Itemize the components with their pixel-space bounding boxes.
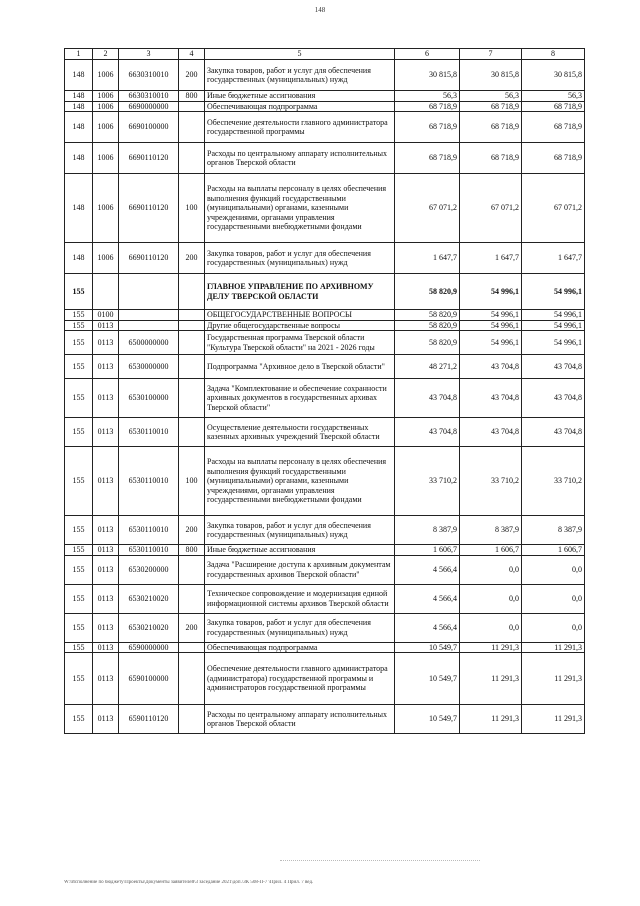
table-row <box>65 642 585 653</box>
table-row <box>65 355 585 379</box>
cell-col-1: 148 <box>65 91 93 102</box>
cell-col-2: 0113 <box>93 379 119 418</box>
cell-col-2: 0113 <box>93 613 119 642</box>
cell-col-1: 148 <box>65 174 93 243</box>
cell-col-4: 200 <box>179 516 205 545</box>
cell-col-7: 43 704,8 <box>460 379 522 418</box>
cell-col-3: 6530000000 <box>119 355 179 379</box>
cell-col-6: 10 549,7 <box>395 642 460 653</box>
cell-col-3: 6630310010 <box>119 60 179 91</box>
cell-col-2: 1006 <box>93 143 119 174</box>
cell-col-5: Расходы по центральному аппарату исполнительных органов Тверской области <box>205 705 395 734</box>
cell-col-2: 0113 <box>93 516 119 545</box>
cell-col-4 <box>179 355 205 379</box>
cell-col-4 <box>179 705 205 734</box>
cell-col-1: 155 <box>65 331 93 355</box>
cell-col-6: 4 566,4 <box>395 555 460 584</box>
table-row <box>65 545 585 556</box>
header-col-3: 3 <box>119 49 179 60</box>
header-col-2: 2 <box>93 49 119 60</box>
cell-col-6: 1 606,7 <box>395 545 460 556</box>
cell-col-4 <box>179 101 205 112</box>
page-number: 148 <box>314 6 326 14</box>
table-row <box>65 418 585 447</box>
cell-col-4 <box>179 379 205 418</box>
cell-col-2 <box>93 274 119 310</box>
table-header-row <box>65 49 585 60</box>
cell-col-7: 67 071,2 <box>460 174 522 243</box>
cell-col-6: 58 820,9 <box>395 310 460 321</box>
cell-col-2: 1006 <box>93 101 119 112</box>
cell-col-3: 6530100000 <box>119 379 179 418</box>
cell-col-8: 1 647,7 <box>522 243 585 274</box>
cell-col-7: 11 291,3 <box>460 653 522 705</box>
cell-col-6: 43 704,8 <box>395 418 460 447</box>
cell-col-5: ГЛАВНОЕ УПРАВЛЕНИЕ ПО АРХИВНОМУ ДЕЛУ ТВЕРСКОЙ ОБЛАСТИ <box>205 274 395 310</box>
footer-divider <box>280 860 480 861</box>
table-row <box>65 174 585 243</box>
cell-col-7: 54 996,1 <box>460 274 522 310</box>
header-col-7: 7 <box>460 49 522 60</box>
table-body <box>65 49 585 734</box>
cell-col-7: 8 387,9 <box>460 516 522 545</box>
cell-col-8: 0,0 <box>522 584 585 613</box>
cell-col-1: 155 <box>65 320 93 331</box>
cell-col-1: 155 <box>65 447 93 516</box>
cell-col-7: 30 815,8 <box>460 60 522 91</box>
cell-col-4: 800 <box>179 545 205 556</box>
cell-col-4 <box>179 320 205 331</box>
cell-col-1: 155 <box>65 705 93 734</box>
cell-col-3: 6530210020 <box>119 584 179 613</box>
cell-col-8: 8 387,9 <box>522 516 585 545</box>
cell-col-8: 54 996,1 <box>522 274 585 310</box>
cell-col-2: 0113 <box>93 320 119 331</box>
cell-col-8: 0,0 <box>522 555 585 584</box>
cell-col-5: Обеспечивающая подпрограмма <box>205 642 395 653</box>
cell-col-4: 200 <box>179 243 205 274</box>
cell-col-5: Осуществление деятельности государственных казенных архивных учреждений Тверской области <box>205 418 395 447</box>
cell-col-6: 58 820,9 <box>395 331 460 355</box>
cell-col-5: Государственная программа Тверской области "Культура Тверской области" на 2021 - 2026 годы <box>205 331 395 355</box>
cell-col-3: 6690110120 <box>119 243 179 274</box>
cell-col-8: 67 071,2 <box>522 174 585 243</box>
cell-col-7: 68 718,9 <box>460 112 522 143</box>
cell-col-1: 155 <box>65 642 93 653</box>
cell-col-7: 54 996,1 <box>460 331 522 355</box>
cell-col-7: 1 606,7 <box>460 545 522 556</box>
cell-col-5: Другие общегосударственные вопросы <box>205 320 395 331</box>
cell-col-3: 6630310010 <box>119 91 179 102</box>
table-row <box>65 274 585 310</box>
cell-col-4 <box>179 653 205 705</box>
cell-col-4 <box>179 642 205 653</box>
cell-col-7: 68 718,9 <box>460 101 522 112</box>
cell-col-5: Закупка товаров, работ и услуг для обеспечения государственных (муниципальных) нужд <box>205 243 395 274</box>
cell-col-6: 10 549,7 <box>395 653 460 705</box>
cell-col-6: 10 549,7 <box>395 705 460 734</box>
table-row <box>65 653 585 705</box>
cell-col-5: Закупка товаров, работ и услуг для обеспечения государственных (муниципальных) нужд <box>205 516 395 545</box>
cell-col-2: 0113 <box>93 642 119 653</box>
table-row <box>65 143 585 174</box>
cell-col-1: 148 <box>65 243 93 274</box>
table-row <box>65 310 585 321</box>
cell-col-7: 1 647,7 <box>460 243 522 274</box>
cell-col-8: 54 996,1 <box>522 310 585 321</box>
cell-col-7: 43 704,8 <box>460 355 522 379</box>
cell-col-7: 0,0 <box>460 584 522 613</box>
cell-col-1: 155 <box>65 653 93 705</box>
cell-col-8: 68 718,9 <box>522 143 585 174</box>
cell-col-1: 155 <box>65 310 93 321</box>
table-row <box>65 91 585 102</box>
cell-col-1: 155 <box>65 545 93 556</box>
cell-col-3: 6530110010 <box>119 545 179 556</box>
cell-col-6: 58 820,9 <box>395 274 460 310</box>
cell-col-4: 200 <box>179 613 205 642</box>
cell-col-2: 0113 <box>93 447 119 516</box>
cell-col-1: 155 <box>65 516 93 545</box>
cell-col-2: 0113 <box>93 355 119 379</box>
cell-col-8: 68 718,9 <box>522 112 585 143</box>
cell-col-3: 6500000000 <box>119 331 179 355</box>
cell-col-5: Расходы по центральному аппарату исполнительных органов Тверской области <box>205 143 395 174</box>
cell-col-3: 6530200000 <box>119 555 179 584</box>
cell-col-7: 0,0 <box>460 613 522 642</box>
cell-col-4 <box>179 143 205 174</box>
cell-col-2: 1006 <box>93 60 119 91</box>
header-col-1: 1 <box>65 49 93 60</box>
cell-col-2: 0113 <box>93 555 119 584</box>
cell-col-4: 100 <box>179 447 205 516</box>
cell-col-1: 155 <box>65 555 93 584</box>
cell-col-8: 11 291,3 <box>522 642 585 653</box>
cell-col-7: 68 718,9 <box>460 143 522 174</box>
cell-col-1: 155 <box>65 613 93 642</box>
cell-col-5: Иные бюджетные ассигнования <box>205 91 395 102</box>
cell-col-8: 33 710,2 <box>522 447 585 516</box>
cell-col-8: 11 291,3 <box>522 705 585 734</box>
cell-col-6: 56,3 <box>395 91 460 102</box>
cell-col-2: 0100 <box>93 310 119 321</box>
cell-col-8: 30 815,8 <box>522 60 585 91</box>
cell-col-2: 0113 <box>93 705 119 734</box>
table-row <box>65 555 585 584</box>
header-col-6: 6 <box>395 49 460 60</box>
cell-col-5: Закупка товаров, работ и услуг для обеспечения государственных (муниципальных) нужд <box>205 60 395 91</box>
header-col-8: 8 <box>522 49 585 60</box>
cell-col-4: 100 <box>179 174 205 243</box>
cell-col-6: 4 566,4 <box>395 584 460 613</box>
cell-col-7: 11 291,3 <box>460 705 522 734</box>
cell-col-4 <box>179 112 205 143</box>
cell-col-3: 6530110010 <box>119 516 179 545</box>
cell-col-5: Иные бюджетные ассигнования <box>205 545 395 556</box>
cell-col-1: 148 <box>65 143 93 174</box>
cell-col-3: 6590000000 <box>119 642 179 653</box>
cell-col-3: 6530110010 <box>119 418 179 447</box>
table-row <box>65 705 585 734</box>
cell-col-5: ОБЩЕГОСУДАРСТВЕННЫЕ ВОПРОСЫ <box>205 310 395 321</box>
cell-col-4 <box>179 310 205 321</box>
cell-col-5: Расходы на выплаты персоналу в целях обеспечения выполнения функций государственными (муниципальными) органами, казенными учреждениями, органами управления государственными внебюджетными фондами <box>205 174 395 243</box>
cell-col-5: Расходы на выплаты персоналу в целях обеспечения выполнения функций государственными (муниципальными) органами, казенными учреждениями, органами управления государственными внебюджетными фондами <box>205 447 395 516</box>
cell-col-3: 6590110120 <box>119 705 179 734</box>
cell-col-6: 58 820,9 <box>395 320 460 331</box>
cell-col-1: 155 <box>65 274 93 310</box>
footer-path: W:\Исполнение по бюджету\Проекты\Документы заявителей\3 заседание 2021\доп.\ЗК 508-П-7 \Прил. 4 Прил. 7 вед. <box>64 880 314 885</box>
cell-col-6: 33 710,2 <box>395 447 460 516</box>
cell-col-7: 33 710,2 <box>460 447 522 516</box>
cell-col-5: Техническое сопровождение и модернизация единой информационной системы архивов Тверской области <box>205 584 395 613</box>
cell-col-1: 155 <box>65 379 93 418</box>
cell-col-3: 6530110010 <box>119 447 179 516</box>
cell-col-4 <box>179 418 205 447</box>
cell-col-3: 6590100000 <box>119 653 179 705</box>
cell-col-8: 68 718,9 <box>522 101 585 112</box>
cell-col-3: 6530210020 <box>119 613 179 642</box>
cell-col-2: 0113 <box>93 418 119 447</box>
cell-col-6: 8 387,9 <box>395 516 460 545</box>
cell-col-6: 1 647,7 <box>395 243 460 274</box>
cell-col-5: Задача "Расширение доступа к архивным документам государственных архивов Тверской области" <box>205 555 395 584</box>
cell-col-3: 6690100000 <box>119 112 179 143</box>
cell-col-4 <box>179 584 205 613</box>
table-row <box>65 613 585 642</box>
table-row <box>65 320 585 331</box>
cell-col-8: 56,3 <box>522 91 585 102</box>
budget-table <box>64 48 585 734</box>
table-row <box>65 331 585 355</box>
cell-col-1: 155 <box>65 418 93 447</box>
cell-col-5: Обеспечивающая подпрограмма <box>205 101 395 112</box>
cell-col-8: 1 606,7 <box>522 545 585 556</box>
cell-col-2: 1006 <box>93 174 119 243</box>
cell-col-7: 54 996,1 <box>460 310 522 321</box>
cell-col-5: Подпрограмма "Архивное дело в Тверской области" <box>205 355 395 379</box>
table-row <box>65 60 585 91</box>
cell-col-6: 48 271,2 <box>395 355 460 379</box>
cell-col-4: 800 <box>179 91 205 102</box>
cell-col-6: 68 718,9 <box>395 143 460 174</box>
cell-col-8: 54 996,1 <box>522 320 585 331</box>
cell-col-3 <box>119 310 179 321</box>
cell-col-5: Задача "Комплектование и обеспечение сохранности архивных документов в государственных архивах Тверской области" <box>205 379 395 418</box>
header-col-5: 5 <box>205 49 395 60</box>
cell-col-2: 1006 <box>93 243 119 274</box>
cell-col-1: 148 <box>65 101 93 112</box>
table-row <box>65 584 585 613</box>
table-row <box>65 447 585 516</box>
cell-col-6: 30 815,8 <box>395 60 460 91</box>
table-row <box>65 243 585 274</box>
cell-col-2: 1006 <box>93 112 119 143</box>
cell-col-7: 43 704,8 <box>460 418 522 447</box>
table-row <box>65 101 585 112</box>
cell-col-3: 6690110120 <box>119 174 179 243</box>
cell-col-4: 200 <box>179 60 205 91</box>
cell-col-6: 43 704,8 <box>395 379 460 418</box>
cell-col-6: 67 071,2 <box>395 174 460 243</box>
cell-col-1: 155 <box>65 584 93 613</box>
table-row <box>65 112 585 143</box>
cell-col-3 <box>119 320 179 331</box>
cell-col-1: 155 <box>65 355 93 379</box>
cell-col-7: 11 291,3 <box>460 642 522 653</box>
cell-col-4 <box>179 274 205 310</box>
cell-col-5: Закупка товаров, работ и услуг для обеспечения государственных (муниципальных) нужд <box>205 613 395 642</box>
table-row <box>65 516 585 545</box>
cell-col-2: 1006 <box>93 91 119 102</box>
cell-col-3 <box>119 274 179 310</box>
cell-col-1: 148 <box>65 60 93 91</box>
cell-col-4 <box>179 555 205 584</box>
cell-col-3: 6690000000 <box>119 101 179 112</box>
cell-col-7: 0,0 <box>460 555 522 584</box>
cell-col-8: 0,0 <box>522 613 585 642</box>
cell-col-6: 68 718,9 <box>395 101 460 112</box>
cell-col-8: 11 291,3 <box>522 653 585 705</box>
cell-col-5: Обеспечение деятельности главного администратора государственной программы <box>205 112 395 143</box>
table-row <box>65 379 585 418</box>
cell-col-1: 148 <box>65 112 93 143</box>
cell-col-2: 0113 <box>93 584 119 613</box>
cell-col-8: 43 704,8 <box>522 379 585 418</box>
cell-col-8: 43 704,8 <box>522 355 585 379</box>
cell-col-6: 4 566,4 <box>395 613 460 642</box>
cell-col-2: 0113 <box>93 653 119 705</box>
cell-col-6: 68 718,9 <box>395 112 460 143</box>
cell-col-8: 43 704,8 <box>522 418 585 447</box>
cell-col-8: 54 996,1 <box>522 331 585 355</box>
cell-col-2: 0113 <box>93 331 119 355</box>
cell-col-7: 56,3 <box>460 91 522 102</box>
header-col-4: 4 <box>179 49 205 60</box>
cell-col-3: 6690110120 <box>119 143 179 174</box>
cell-col-5: Обеспечение деятельности главного администратора (администратора) государственной программы и администраторов государственной программы <box>205 653 395 705</box>
cell-col-4 <box>179 331 205 355</box>
cell-col-7: 54 996,1 <box>460 320 522 331</box>
cell-col-2: 0113 <box>93 545 119 556</box>
